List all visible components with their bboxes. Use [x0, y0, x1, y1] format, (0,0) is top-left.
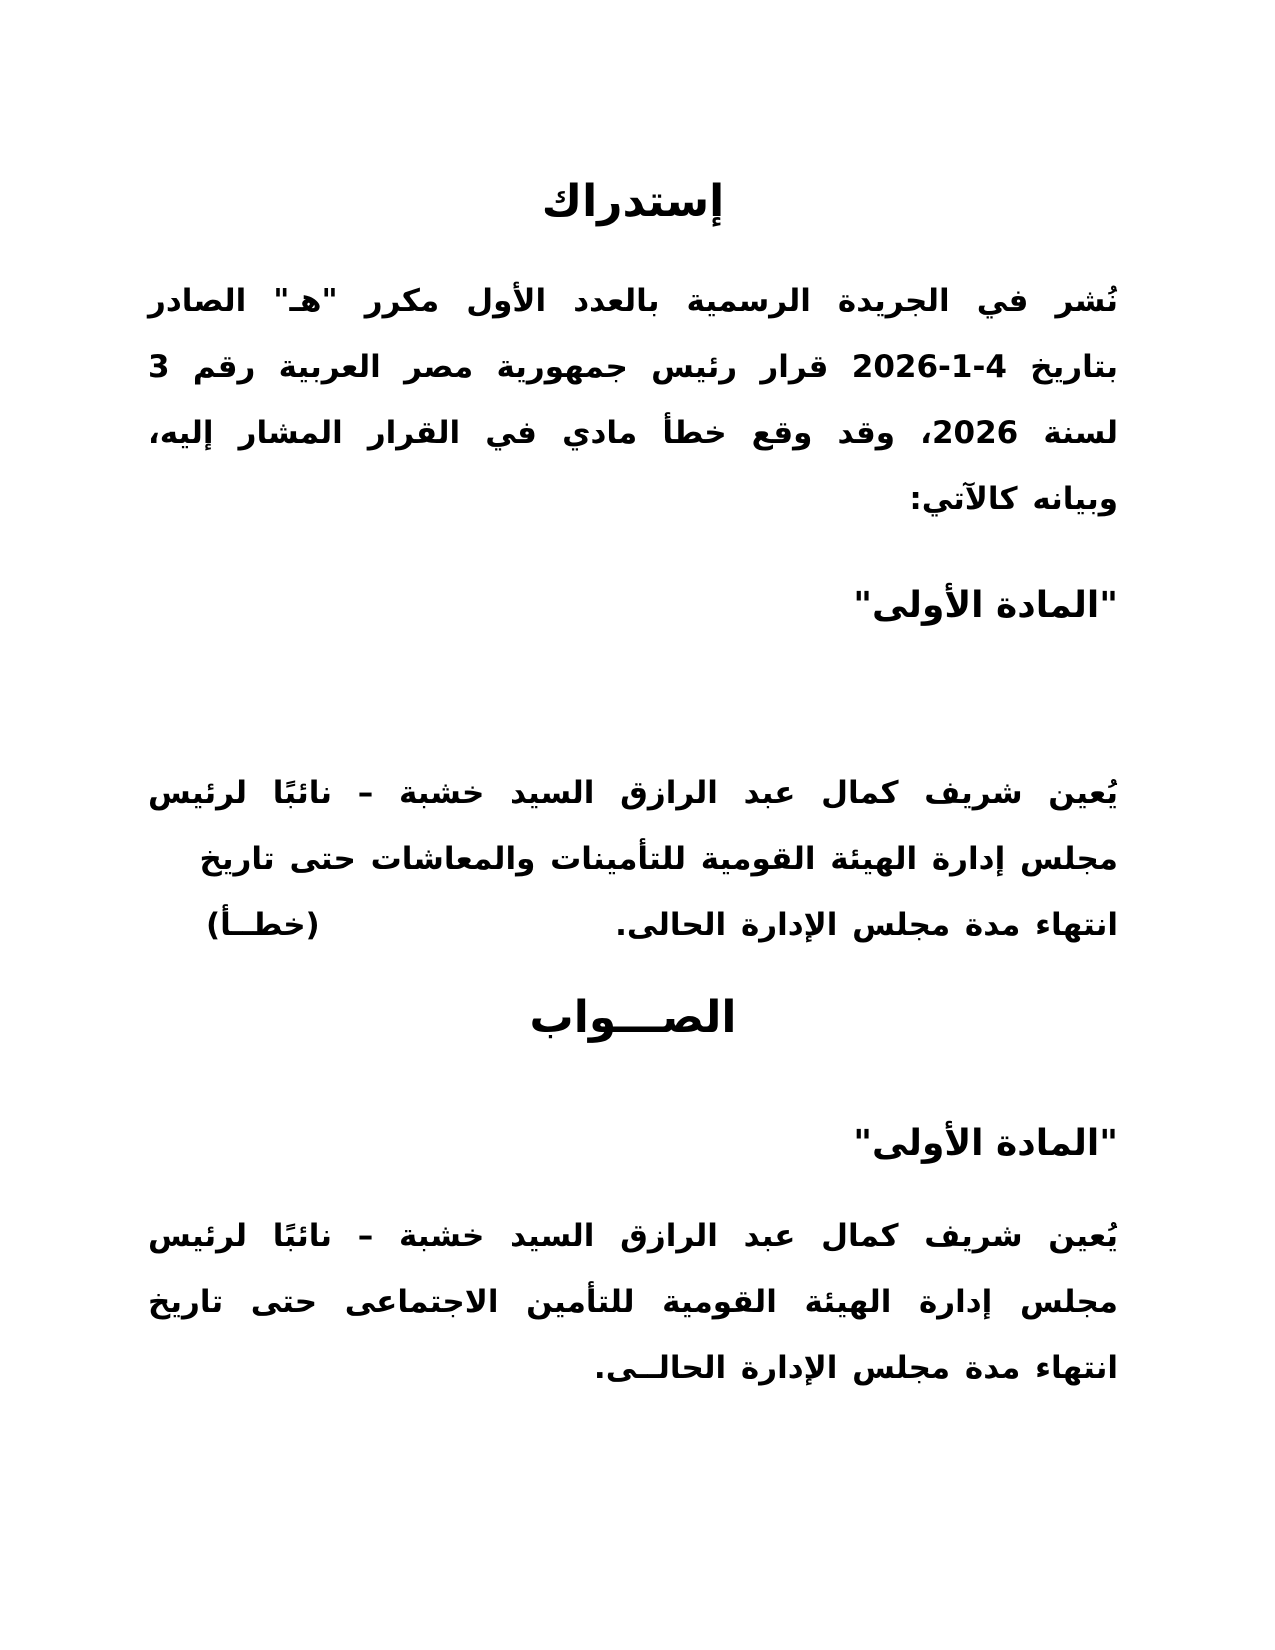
wrong-text-paragraph	[148, 760, 1118, 958]
correct-article-heading: "المادة الأولى"	[853, 1123, 1118, 1164]
document-page	[148, 0, 1118, 1650]
intro-text-start: نُشر في الجريدة الرسمية بالعدد الأول مكرر "هـ" الصادر بتاريخ	[148, 283, 1119, 385]
error-label: (خطــأ)	[206, 907, 320, 943]
wrong-text-ending: انتهاء مدة مجلس الإدارة الحالى.	[615, 907, 1118, 943]
correct-text-paragraph: يُعين شريف كمال عبد الرازق السيد خشبة – نائبًا لرئيس مجلس إدارة الهيئة القومية للتأمين الاجتماعى حتى تاريخ انتهاء مدة مجلس الإدارة الحالــى.	[148, 1218, 1118, 1386]
correction-title: الصـــواب	[529, 992, 737, 1043]
intro-date: 2026-1-4	[851, 349, 1007, 385]
intro-paragraph	[148, 268, 1118, 532]
wrong-article-heading: "المادة الأولى"	[853, 585, 1118, 626]
wrong-text-last-line	[148, 892, 1118, 958]
intro-text-end: قرار رئيس جمهورية مصر العربية رقم 3 لسنة 2026، وقد وقع خطأ مادي في القرار المشار إليه، وبيانه كالآتي:	[148, 349, 1118, 517]
wrong-text-body: يُعين شريف كمال عبد الرازق السيد خشبة – نائبًا لرئيس مجلس إدارة الهيئة القومية للتأمينات والمعاشات حتى تاريخ	[148, 775, 1118, 877]
document-title: إستدراك	[541, 176, 725, 227]
